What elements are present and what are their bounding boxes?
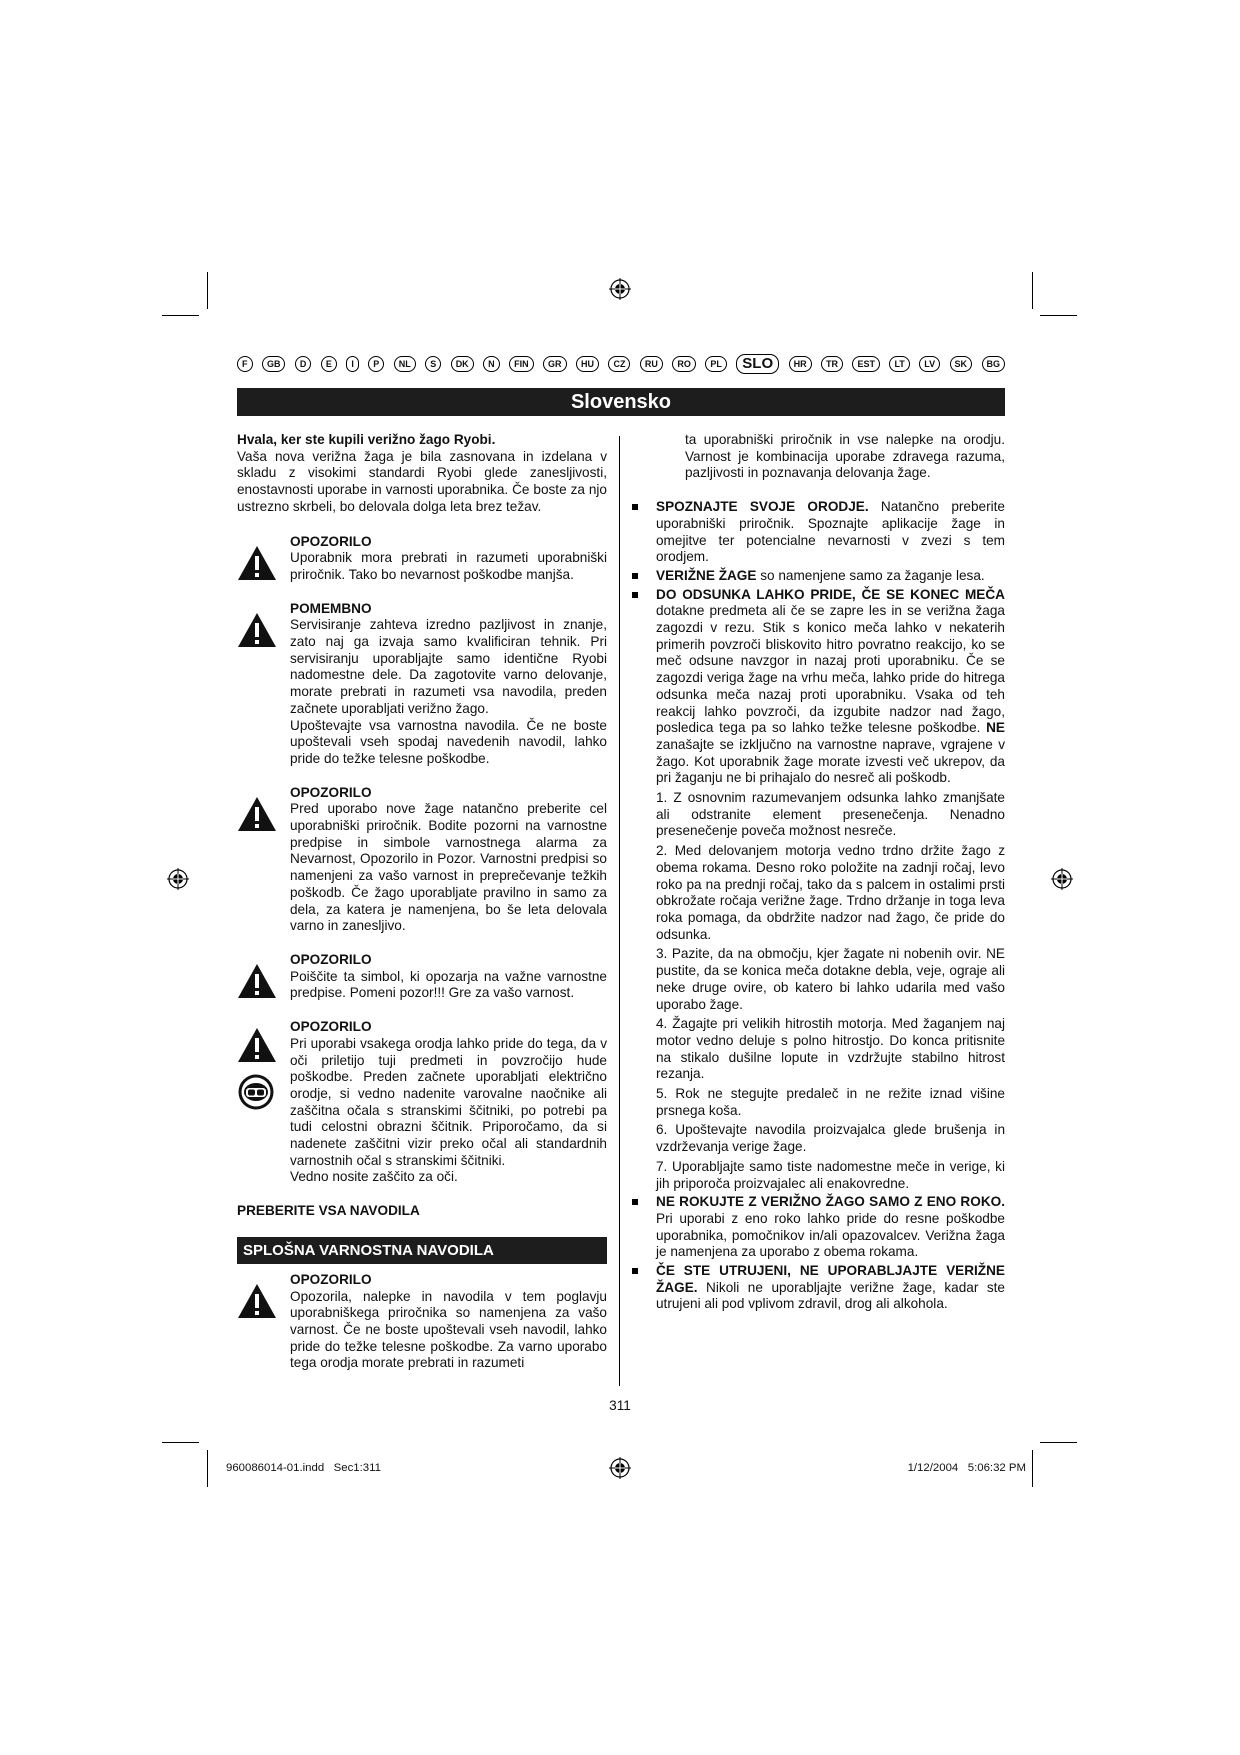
warning-triangle-icon [237,1027,277,1063]
bullet-square-icon [632,504,638,510]
page-title: Slovensko [237,388,1005,416]
crop-mark [162,1442,199,1443]
crop-mark [1032,272,1033,309]
warning-triangle-icon [237,1283,277,1319]
bullet-square-icon [632,1199,638,1205]
warning-text: Vedno nosite zaščito za oči. [290,1169,458,1185]
lang-tab: TR [821,356,843,372]
crop-mark [1040,1442,1077,1443]
lang-tab: RO [672,356,696,372]
bullet-text: so namenjene samo za žaganje lesa. [756,567,985,583]
numbered-item: 3. Pazite, da na območju, kjer žagate ni nobenih ovir. NE pustite, da se konica meča dotakne debla, veje, ograje ali neke druge ovire, ob katero bi lahko udarila med vašo uporabo žage. [656,946,1005,1012]
crop-mark [162,315,199,316]
bullet-square-icon [632,573,638,579]
crop-mark [1032,1450,1033,1487]
lang-tab: P [368,356,384,372]
right-column [632,432,1005,1313]
bullet-heading: VERIŽNE ŽAGE [656,567,757,583]
lang-tab: LV [919,356,940,372]
lang-tab: HR [789,356,812,372]
bullet-heading: ČE STE UTRUJENI, NE UPORABLJAJTE VERIŽNE ŽAGE. [656,1263,1005,1295]
crop-mark [207,272,208,309]
numbered-item: 1. Z osnovnim razumevanjem odsunka lahko zmanjšate ali odstranite element presenečenja. Nenadno presenečenje poveča možnost nesreče. [656,790,1005,839]
warning-block [237,1272,607,1372]
warning-triangle-icon [237,545,277,581]
lang-tab: DK [451,356,474,372]
lang-tab: RU [640,356,663,372]
warning-block [237,1019,607,1186]
warning-title: OPOZORILO [290,784,372,800]
bullet-item [632,587,1005,787]
lang-tab: LT [889,356,909,372]
warning-triangle-icon [237,612,277,648]
bullet-text: Pri uporabi z eno roko lahko pride do resne poškodbe uporabnika, pomočnikov in/ali opazovalcev. Verižna žaga je namenjena za uporabo z obema rokama. [656,1210,1005,1260]
important-block [237,601,607,768]
bullet-item [632,1194,1005,1261]
bullet-heading: SPOZNAJTE SVOJE ORODJE. [656,499,869,515]
lang-tab: F [237,356,253,372]
bullet-text: dotakne predmeta ali če se zapre les in se verižna žaga zagozdi v rezu. Stik s konico meča lahko v nekaterih primerih povzroči bliskovito hitro povratno reakcijo, ko se meč odsune navzgor in nazaj proti uporabniku. Če se zagozdi veriga žage na vrhu meča, lahko pride do hitrega odsunka meča nazaj proti uporabniku. Vsaka od teh reakcij lahko povzroči, da izgubite nadzor nad žago, posledica tega pa so lahko težke telesne poškodbe. [656,603,1005,736]
lang-tab: D [295,356,312,372]
page-number: 311 [609,1398,631,1413]
warning-text: Pri uporabi vsakega orodja lahko pride do tega, da v oči priletijo tuji predmeti in povzročijo hude poškodbe. Preden začnete uporabljati električno orodje, si vedno nadenite varovalne naočnike ali zaščitna očala s stranskimi ščitniki, po potrebi pa tudi celostni obrazni ščitnik. Priporočamo, da si nadenete zaščitni vizir preko očal ali standardnih varnostnih očal s stranskimi ščitniki. [290,1035,607,1168]
column-divider [619,436,620,1386]
warning-title: OPOZORILO [290,533,372,549]
bullet-heading: DO ODSUNKA LAHKO PRIDE, ČE SE KONEC MEČA [656,586,1005,602]
numbered-item: 4. Žagajte pri velikih hitrostih motorja. Med žaganjem naj motor vedno deluje s polno hitrostjo. Do konca pritisnite na stikalo dušilne lopute in vzdržujte stabilno hitrost rezanja. [656,1016,1005,1082]
warning-text: Poiščite ta simbol, ki opozarja na važne varnostne predpise. Pomeni pozor!!! Gre za vašo varnost. [290,968,607,1001]
lang-tab: GB [262,356,286,372]
lang-tab: GR [543,356,567,372]
intro-heading: Hvala, ker ste kupili verižno žago Ryobi. [237,432,496,447]
lang-tab: EST [852,356,880,372]
bullet-square-icon [632,1268,638,1274]
registration-mark-icon [609,1457,631,1479]
crop-mark [207,1450,208,1487]
numbered-item: 2. Med delovanjem motorja vedno trdno držite žago z obema rokama. Desno roko položite na zadnji ročaj, levo roko pa na prednji ročaj, tako da s palcem in ostalimi prsti obkrožate ročaja verižne žage. Trdno držanje in toga leva roka pomaga, da obdržite nadzor nad žago, če pride do odsunka. [656,843,1005,942]
bullet-item [632,1263,1005,1313]
lang-tab: S [425,356,441,372]
read-all-heading: PREBERITE VSA NAVODILA [237,1203,420,1219]
warning-block [237,534,607,584]
warning-title: OPOZORILO [290,1019,372,1035]
bullet-square-icon [632,592,638,598]
bullet-text: Natančno preberite uporabniški priročnik. Spoznajte aplikacije žage in omejitve ter potencialne nevarnosti v zvezi s tem orodjem. [656,499,1005,565]
continued-text: ta uporabniški priročnik in vse nalepke na orodju. Varnost je kombinacija uporabe zdravega razuma, pazljivosti in poznavanja delovanja žage. [685,432,1005,481]
footer-timestamp: 1/12/2004 5:06:32 PM [907,1462,1026,1474]
numbered-item: 6. Upoštevajte navodila proizvajalca glede brušenja in vzdrževanja verige žage. [656,1122,1005,1155]
lang-tab: I [346,356,359,372]
important-title: POMEMBNO [290,600,372,616]
important-text: Servisiranje zahteva izredno pazljivost in znanje, zato naj ga izvaja samo kvalificiran tehnik. Pri servisiranju uporabljajte samo identične Ryobi nadomestne dele. Da zagotovite varno delovanje, morate prebrati in razumeti vsa navodila, preden začnete uporabljati verižno žago. [290,617,607,716]
numbered-item: 5. Rok ne stegujte predaleč in ne režite iznad višine prsnega koša. [656,1086,1005,1118]
bullet-heading: NE ROKUJTE Z VERIŽNO ŽAGO SAMO Z ENO ROKO. [656,1194,1005,1210]
section-title: SPLOŠNA VARNOSTNA NAVODILA [237,1237,607,1264]
language-bar [237,355,1005,373]
important-text: Upoštevajte vsa varnostna navodila. Če ne boste upoštevali vseh spodaj navedenih navodil, lahko pride do težke telesne poškodbe. [290,717,607,766]
warning-block [237,952,607,1002]
bullet-item [632,568,1005,585]
registration-mark-icon [609,278,631,300]
footer-file-info: 960086014-01.indd Sec1:311 [226,1462,381,1474]
warning-text: Uporabnik mora prebrati in razumeti uporabniški priročnik. Tako bo nevarnost poškodbe manjša. [290,550,607,582]
lang-tab: N [483,356,500,372]
crop-mark [1040,315,1077,316]
lang-tab: CZ [608,356,630,372]
bullet-emphasis: NE [986,720,1005,736]
intro-text: Vaša nova verižna žaga je bila zasnovana in izdelana v skladu z visokimi standardi Ryobi glede zanesljivosti, enostavnosti uporabe in varnosti uporabnika. Če boste za njo ustrezno skrbeli, bo delovala dolga leta brez težav. [237,448,607,514]
lang-tab: BG [982,356,1006,372]
warning-text: Opozorila, nalepke in navodila v tem poglavju uporabniškega priročnika so namenjena za vašo varnost. Če ne boste upoštevali vseh navodil, lahko pride do težke telesne poškodbe. Za varno uporabo tega orodja morate prebrati in razumeti [290,1288,607,1371]
bullet-text: zanašajte se izključno na varnostne naprave, vgrajene v žago. Kot uporabnik žage morate izvesti več ukrepov, da pri žaganju ne bi prihajalo do nesreč ali poškodb. [656,736,1005,786]
warning-title: OPOZORILO [290,1271,372,1287]
lang-tab: SK [950,356,973,372]
safety-goggles-icon [237,1073,275,1111]
lang-tab: HU [576,356,599,372]
bullet-item [632,499,1005,566]
numbered-item: 7. Uporabljajte samo tiste nadomestne meče in verige, ki jih priporoča proizvajalec ali enakovredne. [656,1158,1005,1191]
warning-text: Pred uporabo nove žage natančno preberite cel uporabniški priročnik. Bodite pozorni na varnostne predpise in simbole varnostnega alarma za Nevarnost, Opozorilo in Pozor. Varnostni predpisi so namenjeni za vašo varnost in preprečevanje težkih poškodb. Če žago uporabljate pravilno in samo za dela, za katera je namenjena, bo še leta delovala varno in zanesljivo. [290,801,607,934]
bullet-text: Nikoli ne uporabljajte verižne žage, kadar ste utrujeni ali pod vplivom zdravil, drog ali alkohola. [656,1279,1005,1312]
left-column [237,432,607,1372]
registration-mark-icon [167,868,189,890]
warning-triangle-icon [237,963,277,999]
warning-triangle-icon [237,796,277,832]
lang-tab-active: SLO [736,354,779,374]
lang-tab: PL [705,356,727,372]
lang-tab: NL [394,356,416,372]
lang-tab: E [321,356,337,372]
registration-mark-icon [1051,868,1073,890]
warning-block [237,785,607,935]
warning-title: OPOZORILO [290,951,372,967]
lang-tab: FIN [509,356,534,372]
